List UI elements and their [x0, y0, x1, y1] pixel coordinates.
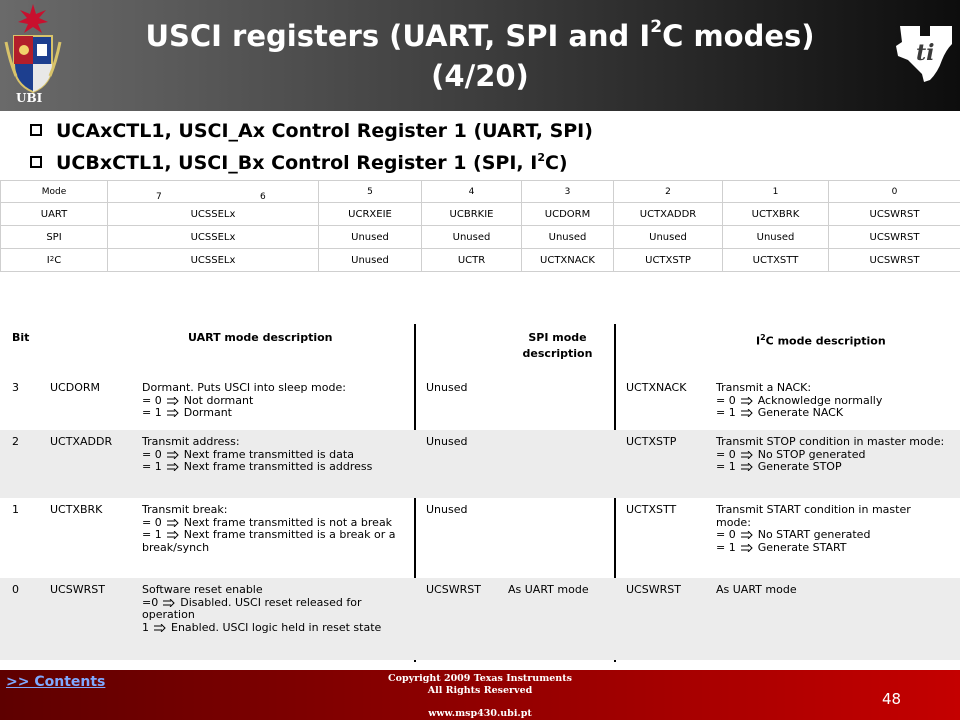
- svg-text:ti: ti: [916, 40, 935, 66]
- table-row: [0, 498, 960, 578]
- option-text: Enabled. USCI logic held in reset state: [171, 620, 382, 634]
- i2c-option-1: [716, 407, 956, 420]
- header-cell-bit2: 2: [614, 181, 723, 203]
- implies-arrow-icon: [162, 461, 184, 474]
- row-i2c-name: UCTXSTT: [626, 503, 677, 516]
- bullet-text-a: UCBxCTL1, USCI_Bx Control Register 1 (SPI, I: [56, 152, 538, 174]
- copyright-text: [330, 673, 630, 697]
- option-prefix: = 0: [716, 447, 736, 461]
- copyright-line-1: Copyright 2009 Texas Instruments: [388, 673, 572, 684]
- implies-arrow-icon: [736, 542, 758, 555]
- title-text-b: C modes): [662, 19, 815, 53]
- table-cell: Unused: [522, 226, 614, 249]
- table-cell: Unused: [422, 226, 522, 249]
- row-spi: Unused: [426, 503, 468, 516]
- row-uart-desc: [142, 436, 404, 474]
- table-cell: UCSWRST: [829, 203, 960, 226]
- table-cell: UCTXBRK: [723, 203, 829, 226]
- header-cell-bit7-6: [108, 181, 319, 203]
- header-cell-bit0: 0: [829, 181, 960, 203]
- checkbox-bullet-icon: [30, 124, 42, 136]
- option-prefix: = 1: [716, 406, 736, 419]
- table-row: [0, 430, 960, 498]
- option-prefix: = 0: [142, 393, 162, 407]
- header-uart: UART mode description: [188, 331, 333, 344]
- mode-i2c-b: C: [54, 254, 62, 266]
- table-cell: UCTXSTP: [614, 249, 723, 272]
- table-row: [0, 578, 960, 660]
- option-prefix: = 1: [142, 528, 162, 541]
- implies-arrow-icon: [162, 517, 184, 530]
- option-text: Generate START: [757, 540, 847, 554]
- i2c-title: Transmit STOP condition in master mode:: [716, 435, 945, 448]
- bullet-text: UCAxCTL1, USCI_Ax Control Register 1 (UART, SPI): [56, 120, 593, 142]
- mode-i2c-a: I: [46, 254, 50, 266]
- row-name: UCDORM: [50, 381, 100, 394]
- implies-arrow-icon: [736, 449, 758, 462]
- title-superscript: 2: [650, 17, 663, 37]
- checkbox-bullet-icon: [30, 156, 42, 168]
- uart-title: Transmit address:: [142, 435, 240, 448]
- option-text: Next frame transmitted is a break or a break/synch: [142, 528, 396, 554]
- row-i2c-name: UCTXNACK: [626, 381, 687, 394]
- mode-cell: UART: [1, 203, 108, 226]
- option-prefix: = 1: [716, 460, 736, 473]
- texas-instruments-logo-icon: [890, 20, 960, 88]
- option-prefix: 1: [142, 620, 149, 634]
- row-bit: 3: [12, 381, 19, 394]
- uart-option-0: [142, 395, 410, 408]
- uart-title: Software reset enable: [142, 583, 263, 596]
- i2c-title: Transmit a NACK:: [716, 381, 812, 394]
- uart-title: Transmit break:: [142, 503, 228, 516]
- row-name: UCTXADDR: [50, 435, 113, 448]
- register-row-uart: [1, 203, 960, 226]
- option-text: Acknowledge normally: [757, 393, 883, 407]
- row-bit: 1: [12, 503, 19, 516]
- university-logo-text: UBI: [16, 91, 43, 105]
- table-cell: UCTXSTT: [723, 249, 829, 272]
- uart-option-1: [142, 461, 404, 474]
- uart-title: Dormant. Puts USCI into sleep mode:: [142, 381, 346, 394]
- footer-banner: [0, 670, 960, 720]
- header-cell-bit4: 4: [422, 181, 522, 203]
- description-header-row: [0, 322, 960, 374]
- bit-description-table: [0, 322, 960, 662]
- row-spi: UCSWRST: [426, 583, 481, 596]
- table-cell: Unused: [319, 226, 422, 249]
- mode-cell: [1, 249, 108, 272]
- row-spi: Unused: [426, 381, 468, 394]
- implies-arrow-icon: [736, 461, 758, 474]
- option-text: Not dormant: [183, 393, 254, 407]
- table-cell: UCTXADDR: [614, 203, 723, 226]
- footer-url: www.msp430.ubi.pt: [428, 708, 532, 719]
- header-i2c-b: C mode description: [765, 334, 886, 348]
- table-cell: UCSSELx: [108, 249, 319, 272]
- i2c-option-1: [716, 542, 948, 555]
- implies-arrow-icon: [162, 395, 184, 408]
- option-text: Next frame transmitted is data: [183, 447, 354, 461]
- table-row: [0, 378, 960, 430]
- row-i2c-name: UCTXSTP: [626, 435, 677, 448]
- mode-i2c-sup: 2: [49, 254, 55, 263]
- register-row-i2c: [1, 249, 960, 272]
- register-bit-table: [0, 180, 960, 272]
- table-cell: UCTR: [422, 249, 522, 272]
- implies-arrow-icon: [736, 529, 758, 542]
- table-cell: UCSWRST: [829, 249, 960, 272]
- bit-7-label: 7: [156, 191, 162, 202]
- uart-option-1: [142, 407, 410, 420]
- option-prefix: = 0: [142, 447, 162, 461]
- title-text-a: USCI registers (UART, SPI and I: [145, 19, 651, 53]
- table-cell: UCSSELx: [108, 226, 319, 249]
- option-text: No STOP generated: [757, 447, 866, 461]
- header-spi: SPI mode description: [522, 331, 593, 360]
- contents-link[interactable]: >> Contents: [6, 674, 106, 690]
- bullet-superscript: 2: [537, 151, 545, 164]
- bit-6-label: 6: [260, 191, 266, 202]
- option-text: Generate NACK: [757, 406, 844, 419]
- row-i2c-desc: As UART mode: [716, 583, 797, 596]
- header-cell-bit1: 1: [723, 181, 829, 203]
- option-text: Disabled. USCI reset released for operation: [142, 595, 362, 621]
- header-i2c: [756, 330, 886, 350]
- copyright-line-2: All Rights Reserved: [427, 685, 533, 696]
- row-name: UCTXBRK: [50, 503, 103, 516]
- title-line-2: (4/20): [431, 59, 529, 93]
- implies-arrow-icon: [162, 449, 184, 462]
- table-cell: Unused: [614, 226, 723, 249]
- row-bit: 0: [12, 583, 19, 596]
- implies-arrow-icon: [149, 622, 171, 635]
- table-cell: UCDORM: [522, 203, 614, 226]
- option-prefix: =0: [142, 595, 159, 609]
- implies-arrow-icon: [162, 407, 184, 420]
- option-text: No START generated: [757, 528, 871, 541]
- bullet-ucaxctl1: [30, 119, 593, 143]
- table-cell: Unused: [319, 249, 422, 272]
- uart-option-0: [142, 597, 404, 622]
- mode-cell: SPI: [1, 226, 108, 249]
- option-text: Dormant: [183, 406, 232, 419]
- table-cell: UCTXNACK: [522, 249, 614, 272]
- row-uart-desc: [142, 504, 404, 554]
- option-prefix: = 0: [716, 393, 736, 407]
- i2c-option-1: [716, 461, 948, 474]
- table-cell: UCRXEIE: [319, 203, 422, 226]
- option-prefix: = 1: [142, 460, 162, 473]
- header-cell-bit3: 3: [522, 181, 614, 203]
- i2c-title: Transmit START condition in master mode:: [716, 503, 911, 529]
- row-bit: 2: [12, 435, 19, 448]
- row-i2c-desc: [716, 382, 956, 420]
- option-text: Next frame transmitted is not a break: [183, 515, 393, 529]
- register-header-row: [1, 181, 960, 203]
- page-title: [80, 16, 880, 96]
- bullet-ucbxctl1: [30, 151, 568, 175]
- row-i2c-name: UCSWRST: [626, 583, 681, 596]
- row-i2c-desc: [716, 504, 948, 554]
- table-cell: Unused: [723, 226, 829, 249]
- header-cell-bit5: 5: [319, 181, 422, 203]
- bullet-text-b: C): [544, 152, 568, 174]
- header-cell-mode: Mode: [1, 181, 108, 203]
- option-prefix: = 1: [142, 406, 162, 419]
- row-uart-desc: [142, 584, 404, 634]
- header-i2c-a: I: [756, 334, 761, 348]
- table-cell: UCBRKIE: [422, 203, 522, 226]
- page-number: 48: [882, 690, 902, 708]
- option-prefix: = 0: [142, 515, 162, 529]
- row-name: UCSWRST: [50, 583, 105, 596]
- row-i2c-desc: [716, 436, 948, 474]
- table-cell: UCSWRST: [829, 226, 960, 249]
- uart-option-1: [142, 529, 404, 554]
- implies-arrow-icon: [736, 407, 758, 420]
- header-i2c-sup: 2: [760, 333, 766, 342]
- option-prefix: = 1: [716, 540, 736, 554]
- header-bit: Bit: [12, 331, 30, 344]
- uart-option-1: [142, 622, 404, 635]
- row-uart-desc: [142, 382, 410, 420]
- header-banner: [0, 0, 960, 111]
- option-text: Generate STOP: [757, 460, 842, 473]
- table-cell: UCSSELx: [108, 203, 319, 226]
- row-spi-extra: As UART mode: [508, 583, 589, 596]
- implies-arrow-icon: [736, 395, 758, 408]
- title-line-1: [80, 16, 880, 56]
- row-spi: Unused: [426, 435, 468, 448]
- option-prefix: = 0: [716, 528, 736, 541]
- option-text: Next frame transmitted is address: [183, 460, 373, 473]
- register-row-spi: [1, 226, 960, 249]
